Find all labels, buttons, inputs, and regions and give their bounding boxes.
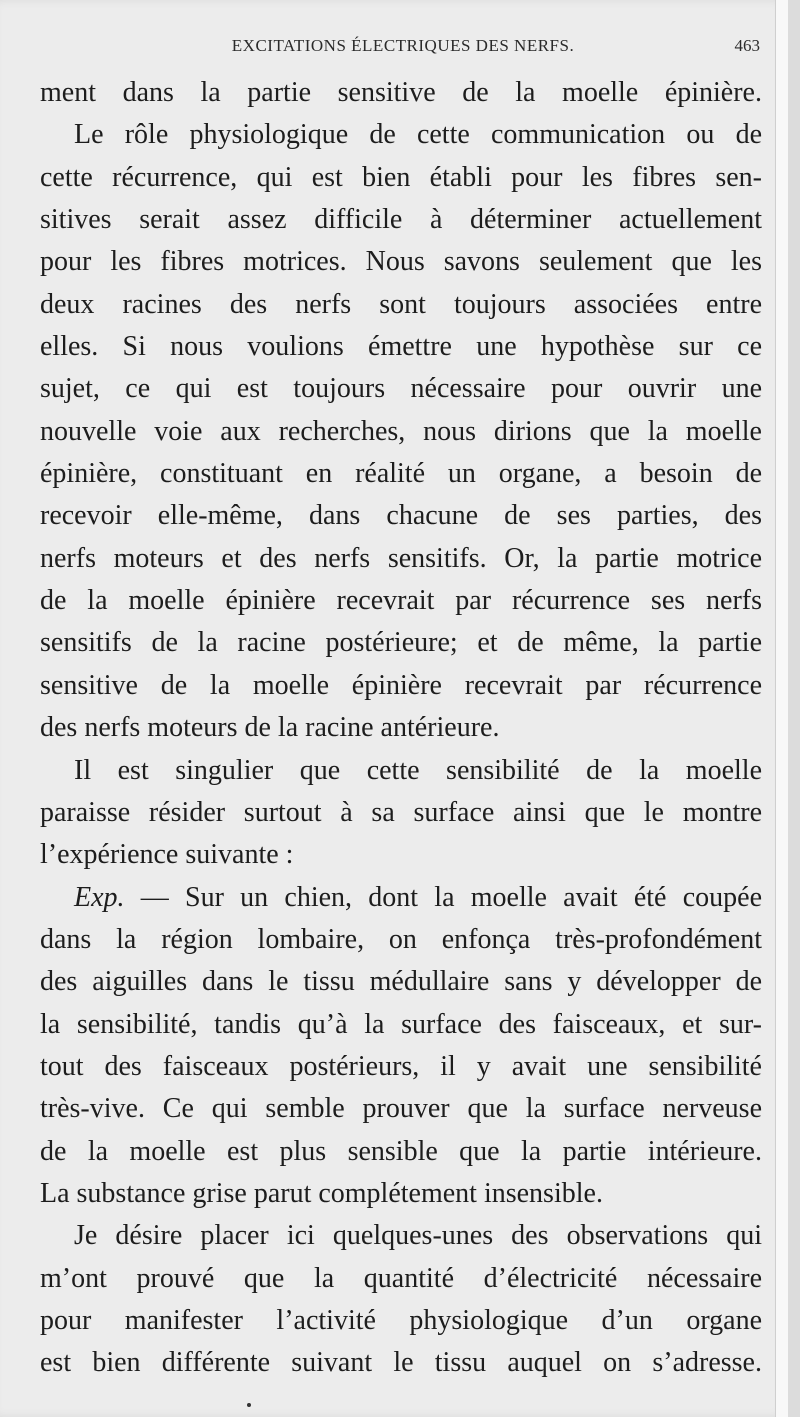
text-line: des aiguilles dans le tissu médullaire sans y développer de xyxy=(40,966,762,998)
text-line: de la moelle épinière recevrait par récurrence ses nerfs xyxy=(40,585,762,617)
text-line: elles. Si nous voulions émettre une hypothèse sur ce xyxy=(40,331,762,363)
text-line: dans la région lombaire, on enfonça très-profondément xyxy=(40,923,762,955)
text-line: paraisse résider surtout à sa surface ainsi que le montre xyxy=(40,796,762,828)
text-line: la sensibilité, tandis qu’à la surface des faisceaux, et sur- xyxy=(40,1008,762,1040)
text-line: épinière, constituant en réalité un organe, a besoin de xyxy=(40,458,762,490)
text-line: est bien différente suivant le tissu auquel on s’adresse. xyxy=(40,1347,762,1379)
text-line: cette récurrence, qui est bien établi pour les fibres sen- xyxy=(40,161,762,193)
text-line: Je désire placer ici quelques-unes des observations qui xyxy=(74,1220,762,1252)
exp-label: Exp. xyxy=(74,881,125,913)
text-line: des nerfs moteurs de la racine antérieure. xyxy=(40,712,500,744)
text-line: l’expérience suivante : xyxy=(40,839,294,871)
exp-text: — Sur un chien, dont la moelle avait été coupée xyxy=(124,881,762,913)
text-line: ment dans la partie sensitive de la moelle épinière. xyxy=(40,77,762,108)
text-line: nerfs moteurs et des nerfs sensitifs. Or, la partie motrice xyxy=(40,542,762,574)
text-line: La substance grise parut complétement insensible. xyxy=(40,1177,603,1209)
print-dot xyxy=(247,1403,251,1407)
text-line: m’ont prouvé que la quantité d’électricité nécessaire xyxy=(40,1262,762,1294)
text-line: pour manifester l’activité physiologique d’un organe xyxy=(40,1304,762,1336)
body-text xyxy=(40,72,762,1385)
text-line: pour les fibres motrices. Nous savons seulement que les xyxy=(40,246,762,278)
text-line: Il est singulier que cette sensibilité de la moelle xyxy=(74,754,762,786)
text-line: sitives serait assez difficile à déterminer actuellement xyxy=(40,204,762,236)
page-number: 463 xyxy=(734,36,760,55)
text-line-exp xyxy=(40,877,762,919)
running-head xyxy=(0,36,788,60)
text-line: sujet, ce qui est toujours nécessaire pour ouvrir une xyxy=(40,373,762,405)
text-line: nouvelle voie aux recherches, nous dirions que la moelle xyxy=(40,415,762,447)
text-line: de la moelle est plus sensible que la partie intérieure. xyxy=(40,1135,762,1167)
page-edge xyxy=(775,0,788,1417)
text-line: recevoir elle-même, dans chacune de ses parties, des xyxy=(40,500,762,532)
text-line: Le rôle physiologique de cette communication ou de xyxy=(74,119,762,151)
text-line: très-vive. Ce qui semble prouver que la surface nerveuse xyxy=(40,1093,762,1125)
text-line: deux racines des nerfs sont toujours associées entre xyxy=(40,288,762,320)
running-title: EXCITATIONS ÉLECTRIQUES DES NERFS. xyxy=(231,36,575,55)
text-line: tout des faisceaux postérieurs, il y avait une sensibilité xyxy=(40,1050,762,1082)
text-line: sensitive de la moelle épinière recevrait par récurrence xyxy=(40,669,762,701)
text-line: sensitifs de la racine postérieure; et de même, la partie xyxy=(40,627,762,659)
